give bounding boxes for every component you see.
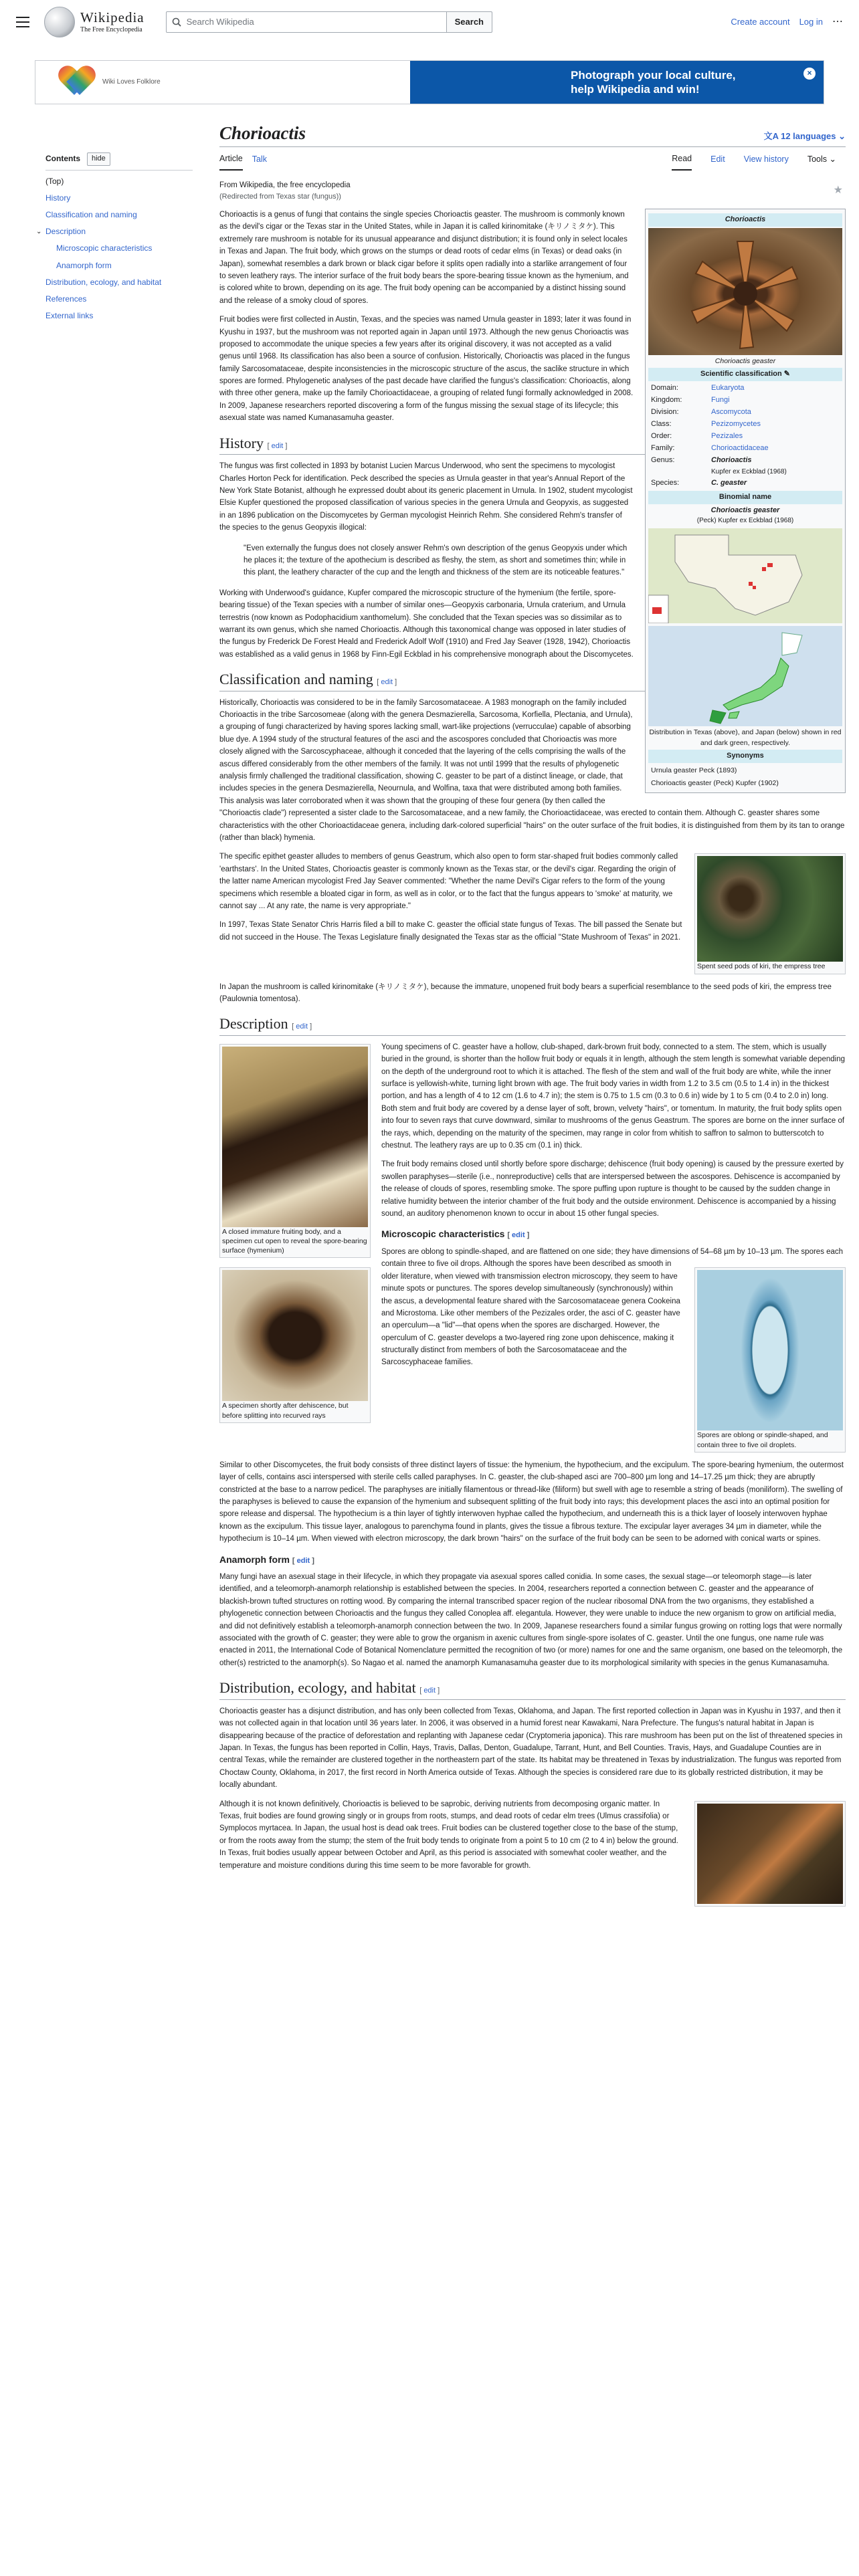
main-content <box>219 115 846 1913</box>
anamorph-heading <box>219 1552 846 1568</box>
spore-caption: Spores are oblong or spindle-shaped, and contain three to five oil droplets. <box>697 1431 828 1449</box>
close-icon[interactable]: × <box>803 68 816 80</box>
taxonomy-value[interactable]: Pezizales <box>711 431 743 440</box>
habitat-photo <box>697 1804 843 1904</box>
toc-item-external-links[interactable]: External links <box>45 311 94 321</box>
wikipedia-globe-logo[interactable] <box>44 7 75 37</box>
logo-subtitle: The Free Encyclopedia <box>80 25 142 33</box>
classification-paragraph-2: The specific epithet geaster alludes to members of genus Geastrum, which also open to form star-shaped fruit bodies commonly called 'earthstars'. In the United States, Chorioactis geaster is commonly known as the Texas star, or the devil's cigar. Regarding the origin of the latter name American mycologist Fred Jay Seaver commented: "Whether the name Devil's Cigar refers to the form of the young specimens which resemble a bloated cigar in form, as well as in color, or to the fact that the fungus appears to 'smoke' at maturity, we cannot say ... At any rate, the name is very appropriate." <box>219 853 678 910</box>
main-menu-icon[interactable] <box>16 14 32 30</box>
banner-headline-line1: Photograph your local culture, <box>571 68 736 82</box>
toc-collapse-icon[interactable]: ⌄ <box>36 227 42 235</box>
japan-map-graphic <box>648 626 842 726</box>
page-title: Chorioactis <box>219 122 306 143</box>
tools-menu[interactable]: Tools ⌄ <box>807 154 836 164</box>
taxonomy-rank <box>651 467 711 477</box>
kiri-photo <box>697 856 843 962</box>
edit-anamorph-link[interactable]: [ edit ] <box>292 1556 314 1565</box>
edit-distribution-link[interactable]: [ edit ] <box>419 1687 440 1695</box>
history-title: History <box>219 434 264 451</box>
tab-view-history[interactable]: View history <box>743 154 789 164</box>
edit-microscopic-link[interactable]: [ edit ] <box>507 1231 530 1240</box>
description-caption-2: A specimen shortly after dehiscence, but before splitting into recurved rays <box>222 1402 349 1420</box>
sci-class-label: Scientific classification <box>700 370 782 379</box>
taxonomy-value[interactable]: Eukaryota <box>711 384 745 393</box>
languages-label: 12 languages <box>781 131 836 142</box>
spore-photo <box>697 1270 843 1430</box>
dehiscence-photo <box>222 1270 368 1401</box>
toc-item-classification-and-naming[interactable]: Classification and naming <box>45 209 137 219</box>
tab-article[interactable]: Article <box>219 152 243 171</box>
kiri-thumbnail[interactable] <box>694 853 846 974</box>
habitat-thumbnail[interactable] <box>694 1801 846 1907</box>
distribution-heading <box>219 1679 846 1700</box>
kiri-caption: Spent seed pods of kiri, the empress tree <box>697 962 826 971</box>
search-input[interactable] <box>166 11 447 33</box>
toc-item-top[interactable]: (Top) <box>45 176 64 186</box>
classification-paragraph-1: Historically, Chorioactis was considered to be in the family Sarcosomataceae. A 1983 monograph on the family included Chorioactis in the tribe Sarcosomeae (along with the genera Desmazierella, Sarcosoma, Korfiella, Plectania, and Urnula), a grouping of fungi characterized by having spores lacking small, wart-like projections (verrucculae) capable of absorbing blue dye. A 1994 study of the structural features of the asci and the ascospores concluded that Chorioactis was more closely aligned with the Sarcoscyphaceae, although it conceded that the layering of the cells comprising the walls of the ascus differed considerably from the other members of the family. It was not until 1999 that the results of phylogenetic analysis firmly challenged the traditional classification, showing C. geaster to be part of a distinct lineage, or clade, that includes species in the genera Desmazierella, Neournula, and Wolfina, taxa that were distributed among both families. This analysis was later corroborated when it was shown that the grouping of these four genera (by then called the "Chorioactis clade") represented a sister clade to the Sarcosomataceae, and a new family, the Chorioactidaceae, was erected to contain them. Although C. geaster shares some characteristics with the other Chorioactidaceae genera, including dark-colored superficial "hairs" on the outer surface of the fruit bodies, it is distinguished from them by its tan to orange (rather than black) hymenia. <box>219 698 845 842</box>
taxonomy-rank: Species: <box>651 479 680 488</box>
description-heading <box>219 1014 846 1036</box>
toc-hide-button[interactable]: hide <box>87 152 110 166</box>
search-placeholder: Search Wikipedia <box>186 16 254 27</box>
anamorph-title: Anamorph form <box>219 1553 290 1565</box>
taxonomy-rank: Kingdom: <box>651 396 682 405</box>
search-icon <box>172 17 181 27</box>
tools-label: Tools <box>807 154 828 164</box>
toc-item-description[interactable]: Description <box>45 227 86 237</box>
edit-description-link[interactable]: [ edit ] <box>292 1023 312 1031</box>
logo-title: Wikipedia <box>80 9 145 26</box>
tab-talk[interactable]: Talk <box>252 154 267 164</box>
site-header <box>0 0 859 44</box>
watch-star-icon[interactable]: ★ <box>833 185 843 196</box>
infobox-title: Chorioactis <box>648 213 842 227</box>
taxonomy-row <box>648 455 842 467</box>
tab-read[interactable]: Read <box>672 152 692 171</box>
taxonomy-rank: Genus: <box>651 455 675 464</box>
distribution-paragraph-1: Chorioactis geaster has a disjunct distribution, and has only been collected from Texas, Oklahoma, and Japan. The first reported collection in Japan was in Kyushu in 1937, and then it was not collected again in that location until 36 years later. In 2006, it was observed in a humid forest near Kawakami, Nara Prefecture. The fungus's natural habitat in Japan is disappearing because of the practice of deforestation and replanting with Japanese cedar (Cryptomeria japonica). This rare mushroom has been put on the list of threatened species in Japan. In Texas, the fungus has been reported in Collin, Hays, Travis, Dallas, Denton, Guadalupe, Tarrant, Hunt, and Bell Counties. Travis, Hays, and Guadalupe Counties are in central Texas, while the remainder are clustered together in the northeastern part of the state. Its habitat may be threatened in Texas by industrialization. The fungus was reported from Choctaw County, Oklahoma, in 2017, the first record in North America outside of Texas. Although the species is considered rare due to its globally restricted distribution, it may be locally abundant. <box>219 1707 843 1790</box>
infobox <box>645 209 846 793</box>
taxonomy-value[interactable]: Fungi <box>711 396 730 405</box>
page-tabs <box>219 150 846 173</box>
description-caption-1: A closed immature fruiting body, and a specimen cut open to reveal the spore-bearing surface (hymenium) <box>222 1227 367 1255</box>
binomial-header: Binomial name <box>648 491 842 504</box>
binomial-authority: (Peck) Kupfer ex Eckblad (1968) <box>696 516 794 524</box>
infobox-photo[interactable] <box>648 228 842 355</box>
banner-headline <box>410 68 824 97</box>
taxonomy-row <box>648 467 842 478</box>
texas-map-graphic <box>648 528 842 623</box>
toc-item-anamorph-form[interactable]: Anamorph form <box>56 260 112 270</box>
toc-list <box>36 176 193 322</box>
table-of-contents <box>36 152 193 327</box>
login-link[interactable]: Log in <box>799 16 823 27</box>
edit-pencil-icon[interactable]: ✎ <box>783 370 790 379</box>
translate-icon: 文A <box>763 131 781 142</box>
languages-button[interactable] <box>764 130 846 144</box>
history-paragraph-2: Working with Underwood's guidance, Kupfer compared the microscopic structure of the hymenium (the fertile, spore-bearing tissue) of the Texan species with a number of similar ones—Geopyxis carbonaria, Urnula craterium, and Urnula terrestris (now known as Podophacidium xanthomelum). She concluded that the Texan species was so dissimilar as to warrant its own genus, which she named Chorioactis. Although this taxonomical change was opposed in later studies of the fungus by Frederick De Forest Heald and Frederick Adolf Wolf (1910) and Fred Jay Seaver (1928, 1942), Chorioactis was established as a valid genus in 1968 by Finn-Egil Eckblad in his comprehensive monograph about the Discomycetes. <box>219 588 634 659</box>
taxonomy-value[interactable]: Ascomycota <box>711 407 751 416</box>
campaign-banner[interactable] <box>35 60 824 104</box>
search-button[interactable]: Search <box>447 11 492 33</box>
tagline: From Wikipedia, the free encyclopedia <box>219 181 351 189</box>
distribution-title: Distribution, ecology, and habitat <box>219 1679 416 1697</box>
taxonomy-value[interactable]: Kupfer ex Eckblad (1968) <box>711 467 787 475</box>
wikipedia-wordmark[interactable] <box>80 10 145 33</box>
taxonomy-rank: Family: <box>651 443 675 452</box>
user-links <box>731 13 843 31</box>
taxonomy-rank: Class: <box>651 419 672 428</box>
microscopic-paragraph-1: Spores are oblong to spindle-shaped, and are flattened on one side; they have dimensions of 54–68 µm by 10–13 µm. The spores each contain three to five oil drops. Although the spores have been described as smooth in older literature, when viewed with transmission electron microscopy, they seem to have minute spots or punctures. The spores develop simultaneously (synchronously) within the ascus, a developmental feature shared with the Sarcosomataceae genera Cookeina and Microstoma. Like other members of the Pezizales order, the asci of C. geaster have an operculum—a "lid"—that opens when the spores are discharged. However, the operculum of C. geaster develops a two-layered ring zone upon dehiscence, making it structurally distinct from members of both the Sarcosomataceae and the Sarcoscyphaceae families. <box>381 1247 844 1367</box>
page-actions <box>672 152 846 171</box>
kupfer-quote: "Even externally the fungus does not closely answer Rehm's own description of the genus Geopyxis under which he places it; the texture of the apothecium is described as fleshy, the stem, as short and sometimes thin; while in this plant, the leathery character of the cup and the length and thickness of the stem are its noticeable features." <box>244 544 628 577</box>
taxonomy-row <box>648 407 842 419</box>
intro-paragraph-1: Chorioactis is a genus of fungi that contains the single species Chorioactis geaster. The mushroom is commonly known as the devil's cigar or the Texas star in the United States, while in Japan it is called kirinomitake (キリノミタケ). This extremely rare mushroom is notable for its unusual appearance and disjunct distribution; it is found only in select locales in Texas and Japan. The fruit body, which grows on the stumps or dead roots of cedar elms (in Texas) or dead oaks (in Japan), somewhat resembles a dark brown or black cigar before it splits open radially into a starlike arrangement of four to seven leathery rays. The interior surface of the fruit body bears the spore-bearing tissue known as the hymenium, and is colored white to brown, depending on its age. The fruit body opening can be accompanied by a distinct hissing sound and the release of a smoky cloud of spores. <box>219 210 629 305</box>
description-paragraph-2: The fruit body remains closed until shortly before spore discharge; dehiscence (fruit body opening) is caused by the pressure exerted by swollen paraphyses—sterile (i.e., nonreproductive) cells that are interspersed between the ascospores. Dehiscence is accompanied by the release of clouds of spores, resembling smoke. The spore puffing upon rupture is thought to be caused by the sudden change in relative humidity between the interior chamber of the fruit body and the outside environment. Dehiscence is accompanied by a hissing sound, an auditory phenomenon known to occur in about 15 other fungal species. <box>381 1160 844 1218</box>
taxonomy-rank: Division: <box>651 407 679 416</box>
taxonomy-value[interactable]: Chorioactidaceae <box>711 443 769 452</box>
microscopic-title: Microscopic characteristics <box>381 1228 505 1240</box>
edit-history-link[interactable]: [ edit ] <box>267 441 288 450</box>
synonyms-header: Synonyms <box>648 750 842 763</box>
taxonomy-row <box>648 383 842 395</box>
toc-item-history[interactable]: History <box>45 193 71 203</box>
taxonomy-value[interactable]: C. geaster <box>711 479 747 488</box>
toc-item-microscopic-characteristics[interactable]: Microscopic characteristics <box>56 243 153 253</box>
taxonomy-row <box>648 431 842 443</box>
title-row <box>219 115 846 147</box>
japan-distribution-map[interactable] <box>648 626 842 726</box>
toc-item-references[interactable]: References <box>45 294 87 304</box>
edit-classification-link[interactable]: [ edit ] <box>377 678 397 687</box>
create-account-link[interactable]: Create account <box>731 16 790 27</box>
classification-title: Classification and naming <box>219 671 373 688</box>
taxonomy-value[interactable]: Pezizomycetes <box>711 419 761 428</box>
map-caption: Distribution in Texas (above), and Japan (below) shown in red and dark green, respectively. <box>649 728 842 747</box>
description-title: Description <box>219 1015 288 1033</box>
distribution-paragraph-2: Although it is not known definitively, Chorioactis is believed to be saprobic, deriving nutrients from decomposing organic matter. In Texas, fruit bodies are found growing singly or in groups from roots, stumps, and dead roots of cedar elm trees (Ulmus crassifolia) or Symplocos myrtacea. In Japan, the usual host is dead oak trees. Fruit bodies can be clustered together close to the base of the stump, or from the roots away from the stump; the stem of the fruit body tends to originate from a point 5 to 10 cm (2 to 4 in) below the ground. In Texas, fruit bodies usually appear between October and April, as this period is associated with somewhat cooler weather, and the temperature and moisture conditions during this time seem to be more favorable for growth. <box>219 1800 678 1870</box>
description-thumb-1[interactable] <box>219 1044 371 1259</box>
taxonomy-row <box>648 395 842 407</box>
scientific-classification-header <box>648 368 842 381</box>
classification-paragraph-3: In 1997, Texas State Senator Chris Harris filed a bill to make C. geaster the official state fungus of Texas. The bill passed the Senate but did not succeed in the House. The Texas Legislature finally designated the Texas star as the official "State Mushroom of Texas" in 2021. <box>219 921 682 942</box>
fruit-body-photo <box>222 1047 368 1227</box>
redirect-note: (Redirected from Texas star (fungus)) <box>219 193 341 201</box>
wiki-loves-heart-icon <box>60 67 94 98</box>
texas-distribution-map[interactable] <box>648 528 842 623</box>
taxonomy-rank: Domain: <box>651 384 678 393</box>
more-options-icon[interactable]: ⋯ <box>832 16 843 28</box>
history-paragraph: The fungus was first collected in 1893 by botanist Lucien Marcus Underwood, who sent the specimens to mycologist Charles Horton Peck for identification. Peck described the species as Urnula geaster in that year's Annual Report of the New York State Botanist, although he expressed doubt about its generic placement in Urnula. In 1902, student mycologist Elsie Kupfer questioned the proposed classification of various species in the genera Urnula and Geopyxis, as suggested in an 1896 publication on the Discomycetes by German mycologist Heinrich Rehm. She considered Rehm's transfer of the species to the genus Geopyxis illogical: <box>219 462 633 532</box>
description-paragraph-1: Young specimens of C. geaster have a hollow, club-shaped, dark-brown fruit body, connected to a stem. The stem, which is usually buried in the ground, is shorter than the hollow fruit body or equals it in length, although the stem length is somewhat variable depending on the depth of the underground root to which it is attached. The flesh of the stem and wall of the fruit body are white, while the inner surface is yellowish-white, turning light brown with age. The fruit body varies in width from 1.2 to 3.5 cm (0.5 to 1.4 in) in the thickest portion, and has a length of 4 to 12 cm (1.6 to 4.7 in); the stem is 0.75 to 1.5 cm (0.3 to 0.6 in) wide by 1 to 5 cm (0.4 to 2.0 in) long. Both stem and fruit body are covered by a dense layer of soft, brown, velvety "hairs", or tomentum. In maturity, the fruit body splits open into four to seven rays that curve downward, similar to mushrooms of the genus Geastrum. The spores are borne on the inner surface of the rays, which, depending on the maturity of the specimen, may range in color from whitish to saffron to salmon to butterscotch to chestnut. The leathery rays are up to 0.35 cm (0.1 in) thick. <box>381 1043 845 1150</box>
description-thumb-2[interactable] <box>219 1267 371 1422</box>
synonym-2: Chorioactis geaster (Peck) Kupfer (1902) <box>651 779 779 788</box>
taxonomy-value[interactable]: Chorioactis <box>711 455 752 464</box>
synonym-1: Urnula geaster Peck (1893) <box>651 766 737 774</box>
taxonomy-row <box>648 477 842 490</box>
search-form <box>166 11 492 33</box>
banner-headline-line2: help Wikipedia and win! <box>571 83 700 96</box>
taxonomy-rank: Order: <box>651 431 672 440</box>
intro-paragraph-2: Fruit bodies were first collected in Austin, Texas, and the species was named Urnula geaster in 1893; later it was found in Kyushu in 1937, but the mushroom was not reported again in Japan until 1973. Although the new genus Chorioactis was proposed to accommodate the unique species a few years after its original discovery, it was not accepted as a valid genus until 1968. Its classification has also been a source of confusion. Historically, Chorioactis was placed in the fungus family Sarcosomataceae, despite inconsistencies in the microscopic structure of the ascus, the saclike structure in which spores are formed. Phylogenetic analyses of the past decade have clarified the fungus's classification: Chorioactis, along with three other genera, make up the family Chorioactidaceae, a grouping of related fungi formally acknowledged in 2008. In 2009, Japanese researchers reported discovering a form of the fungus missing the sexual stage of its lifecycle; this asexual state was named Kumanasamuha geaster. <box>219 316 634 423</box>
banner-left-text: Wiki Loves Folklore <box>102 78 161 86</box>
taxonomy-row <box>648 419 842 431</box>
taxonomy-rows <box>648 383 842 490</box>
star-fungus-illustration <box>648 228 842 355</box>
toc-title: Contents <box>45 154 80 164</box>
tab-edit[interactable]: Edit <box>710 154 725 164</box>
chevron-down-icon: ⌄ <box>836 131 846 142</box>
anamorph-paragraph: Many fungi have an asexual stage in their lifecycle, in which they propagate via asexual spores called conidia. In some cases, the sexual stage—or teleomorph stage—is later identified, and a teleomorph-anamorph relationship is established between the species. In 2004, researchers reported a connection between C. geaster and the appearance of blackish-brown tufted structures on rotting wood. By comparing the internal transcribed spacer region of the nuclear ribosomal DNA from the two organisms, they established a phylogenetic connection between Chorioactis and the fungus they called Conoplea aff. elegantula. However, they were unable to induce the new organism to grow on artificial media, and did not definitively establish a teleomorph-anamorph connection between the two. In 2009, Japanese researchers found a similar fungus growing on rotting logs that were normally associated with the growth of C. geaster; they were able to grow the organism in axenic cultures from single-spore isolates of C. geaster. Until the one fungus, one name rule was enacted in 2011, the International Code of Botanical Nomenclature permitted the recognition of two (or more) names for one and the same organism, one based on the teleomorph, the other(s) restricted to the anamorph(s). So Nagao et al. named the anamorph Kumanasamuha geaster due to its morphological similarity with species in the genus Kumanasamuha. <box>219 1573 843 1667</box>
toc-item-distribution-ecology-and-habitat[interactable]: Distribution, ecology, and habitat <box>45 277 162 287</box>
banner-logo-area <box>35 61 410 104</box>
classification-paragraph-4: In Japan the mushroom is called kirinomitake (キリノミタケ), because the immature, unopened fruit body bears a superficial resemblance to the seed pods of kiri, the empress tree (Paulownia tomentosa). <box>219 982 832 1003</box>
microscopic-paragraph-2: Similar to other Discomycetes, the fruit body consists of three distinct layers of tissue: the hymenium, the hypothecium, and the excipulum. The spore-bearing hymenium, the outermost layer of cells, contains asci interspersed with sterile cells called paraphyses. In C. geaster, the club-shaped asci are 700–800 µm long and 14–17.25 µm thick; they are abruptly constricted at the base to a narrow pedicel. The paraphyses are initially filamentous or thread-like (filiform) but swell with age to resemble a string of beads (moniliform). The swelling of the paraphyses is believed to cause the expansion of the hymenium and subsequent splitting of the fruit body into rays; this development places the asci into an optimal position for spore release and dispersal. The hypothecium is a thin layer of tightly interwoven hyphae called the hypothecium, and underneath this is a thick layer of loosely interwoven hyphae known as the excipulum. This tissue layer, analogous to parenchyma found in plants, gives the tissue a fibrous texture. The excipular layer averages 34 µm in diameter, while the hypothecium is 10–14 µm. When viewed with electron microscopy, the dark brown "hairs" on the surface of the fruit body can be seen to be adorned with conical warts or spines. <box>219 1461 844 1543</box>
toc-header <box>45 152 193 171</box>
binomial-name: Chorioactis geaster <box>710 506 780 515</box>
spore-thumbnail[interactable] <box>694 1267 846 1452</box>
infobox-photo-caption: Chorioactis geaster <box>714 356 776 365</box>
taxonomy-row <box>648 443 842 455</box>
